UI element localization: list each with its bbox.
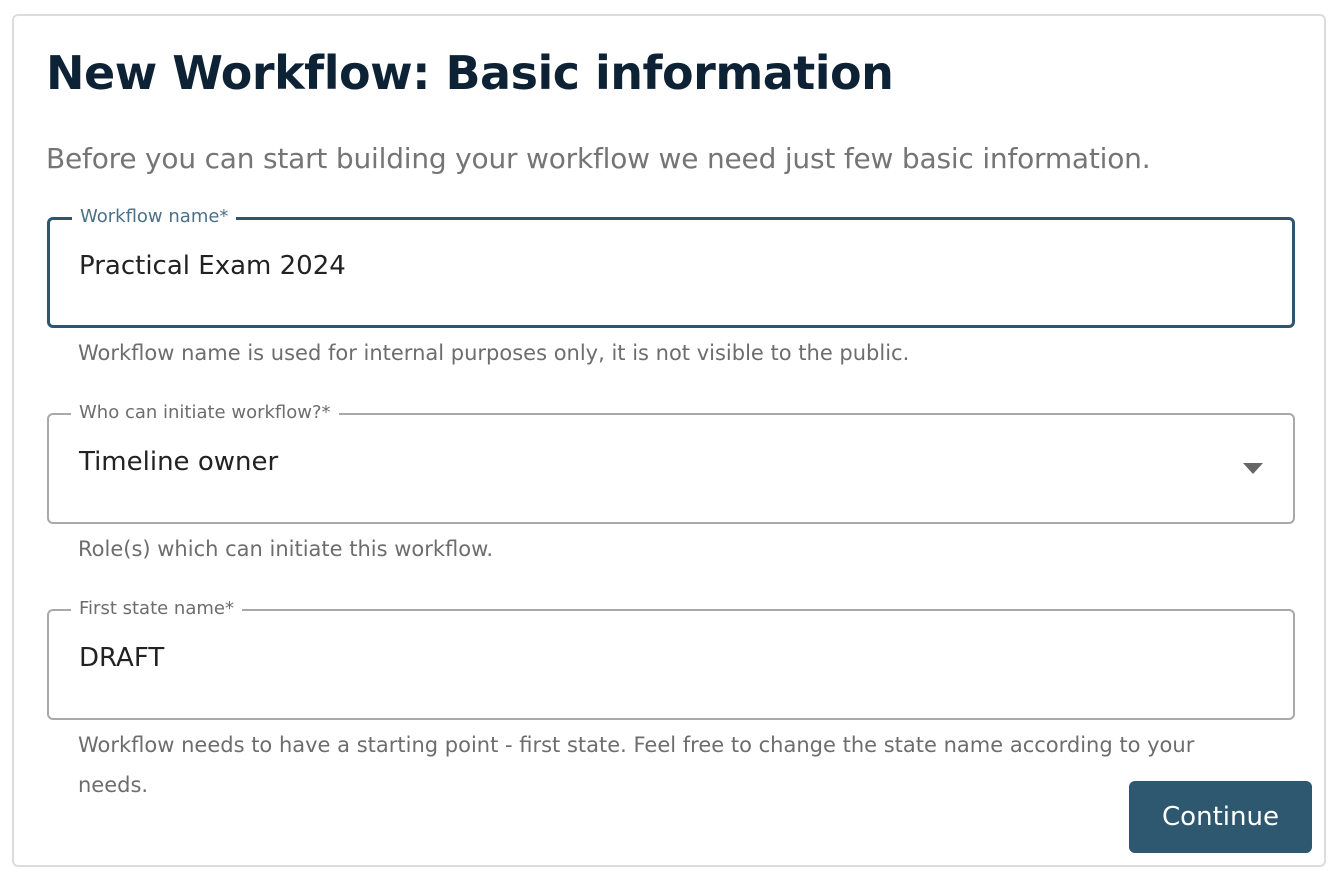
workflow-form-card (12, 14, 1326, 867)
page-title: New Workflow: Basic information (46, 46, 894, 100)
workflow-name-label: Workflow name* (72, 206, 236, 227)
workflow-name-helper: Workflow name is used for internal purposes only, it is not visible to the public. (78, 341, 910, 365)
initiator-helper: Role(s) which can initiate this workflow. (78, 537, 494, 561)
continue-button[interactable]: Continue (1129, 781, 1312, 853)
first-state-field[interactable] (47, 598, 1295, 720)
workflow-name-field[interactable] (47, 206, 1295, 328)
first-state-label: First state name* (71, 598, 242, 619)
initiator-select[interactable] (47, 402, 1295, 524)
page-subtitle: Before you can start building your workflow we need just few basic information. (46, 142, 1151, 175)
workflow-name-input[interactable]: Practical Exam 2024 (79, 251, 346, 281)
chevron-down-icon[interactable] (1243, 463, 1263, 474)
first-state-input[interactable]: DRAFT (79, 643, 165, 673)
first-state-helper: Workflow needs to have a starting point - first state. Feel free to change the state name according to your needs. (78, 733, 1195, 797)
initiator-label: Who can initiate workflow?* (71, 402, 339, 423)
initiator-selected-value[interactable]: Timeline owner (79, 447, 279, 477)
